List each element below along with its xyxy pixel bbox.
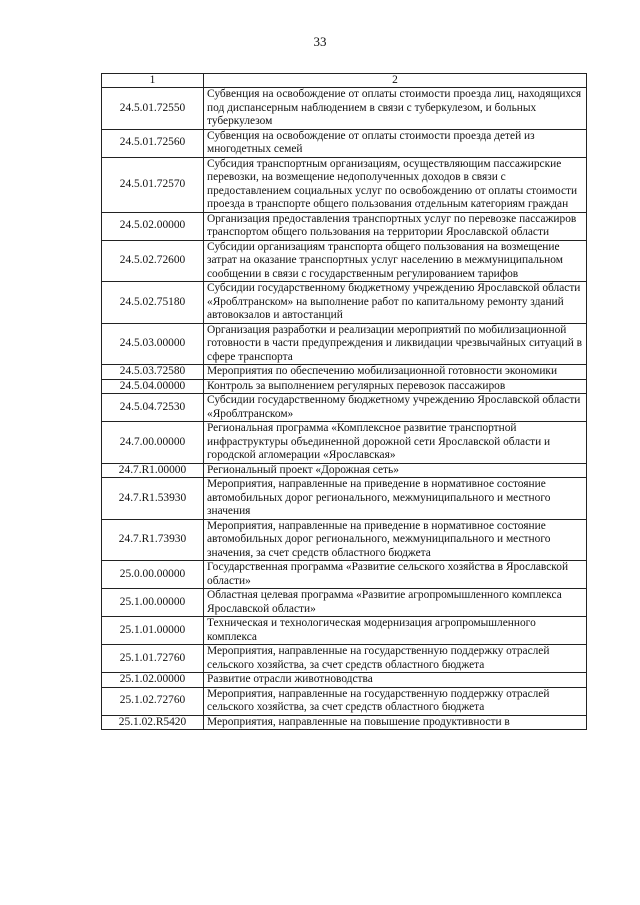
row-code: 24.7.00.00000 — [102, 422, 204, 464]
row-description: Мероприятия, направленные на повышение продуктивности в — [204, 715, 587, 730]
table-row — [102, 589, 587, 617]
row-code: 24.5.01.72550 — [102, 88, 204, 130]
row-description: Субвенция на освобождение от оплаты стоимости проезда детей из многодетных семей — [204, 129, 587, 157]
table-row — [102, 379, 587, 394]
page-number: 33 — [313, 34, 327, 49]
table-row — [102, 519, 587, 561]
row-code: 24.5.01.72560 — [102, 129, 204, 157]
table-row — [102, 422, 587, 464]
table-row — [102, 673, 587, 688]
row-code: 25.1.01.00000 — [102, 617, 204, 645]
table-row — [102, 617, 587, 645]
row-description: Организация предоставления транспортных услуг по перевозке пассажиров транспортом общего пользования на территории Ярославской области — [204, 212, 587, 240]
row-description: Субсидии государственному бюджетному учреждению Ярославской области «Яроблтранском» — [204, 394, 587, 422]
table-row — [102, 478, 587, 520]
row-code: 24.5.02.75180 — [102, 282, 204, 324]
table-row — [102, 715, 587, 730]
row-description: Контроль за выполнением регулярных перевозок пассажиров — [204, 379, 587, 394]
budget-classification-table — [101, 73, 587, 730]
column-header-description: 2 — [204, 74, 587, 88]
table-row — [102, 240, 587, 282]
table-row — [102, 645, 587, 673]
row-description: Мероприятия, направленные на государственную поддержку отраслей сельского хозяйства, за счет средств областного бюджета — [204, 687, 587, 715]
row-code: 24.5.02.72600 — [102, 240, 204, 282]
table-row — [102, 463, 587, 478]
table-header-row — [102, 74, 587, 88]
row-code: 24.5.01.72570 — [102, 157, 204, 212]
row-description: Мероприятия, направленные на государственную поддержку отраслей сельского хозяйства, за счет средств областного бюджета — [204, 645, 587, 673]
row-description: Мероприятия, направленные на приведение в нормативное состояние автомобильных дорог регионального, межмуниципального и местного значения — [204, 478, 587, 520]
row-code: 24.7.R1.53930 — [102, 478, 204, 520]
table-row — [102, 394, 587, 422]
table-row — [102, 88, 587, 130]
row-code: 24.7.R1.73930 — [102, 519, 204, 561]
table-body — [102, 74, 587, 730]
row-description: Субсидии государственному бюджетному учреждению Ярославской области «Яроблтранском» на выполнение работ по капитальному ремонту зданий автовокзалов и автостанций — [204, 282, 587, 324]
table-row — [102, 157, 587, 212]
row-description: Субсидии организациям транспорта общего пользования на возмещение затрат на оказание транспортных услуг населению в межмуниципальном сообщении в связи с государственным регулированием тарифов — [204, 240, 587, 282]
table-row — [102, 365, 587, 380]
row-code: 25.1.02.72760 — [102, 687, 204, 715]
row-code: 25.0.00.00000 — [102, 561, 204, 589]
row-code: 24.7.R1.00000 — [102, 463, 204, 478]
row-description: Субвенция на освобождение от оплаты стоимости проезда лиц, находящихся под диспансерным наблюдением в связи с туберкулезом, и больных туберкулезом — [204, 88, 587, 130]
row-code: 24.5.04.00000 — [102, 379, 204, 394]
row-code: 25.1.01.72760 — [102, 645, 204, 673]
table-row — [102, 561, 587, 589]
row-description: Региональная программа «Комплексное развитие транспортной инфраструктуры объединенной дорожной сети Ярославской области и городской агломерации «Ярославская» — [204, 422, 587, 464]
row-description: Региональный проект «Дорожная сеть» — [204, 463, 587, 478]
table-row — [102, 129, 587, 157]
row-code: 24.5.03.72580 — [102, 365, 204, 380]
row-code: 25.1.02.00000 — [102, 673, 204, 688]
row-code: 25.1.00.00000 — [102, 589, 204, 617]
row-description: Мероприятия, направленные на приведение в нормативное состояние автомобильных дорог регионального, межмуниципального и местного значения, за счет средств областного бюджета — [204, 519, 587, 561]
row-description: Областная целевая программа «Развитие агропромышленного комплекса Ярославской области» — [204, 589, 587, 617]
row-description: Организация разработки и реализации мероприятий по мобилизационной готовности в части предупреждения и ликвидации чрезвычайных ситуаций в сфере транспорта — [204, 323, 587, 365]
row-code: 25.1.02.R5420 — [102, 715, 204, 730]
row-code: 24.5.04.72530 — [102, 394, 204, 422]
row-description: Техническая и технологическая модернизация агропромышленного комплекса — [204, 617, 587, 645]
row-code: 24.5.02.00000 — [102, 212, 204, 240]
column-header-code: 1 — [102, 74, 204, 88]
table-row — [102, 212, 587, 240]
table-row — [102, 323, 587, 365]
row-description: Развитие отрасли животноводства — [204, 673, 587, 688]
table-row — [102, 282, 587, 324]
row-description: Мероприятия по обеспечению мобилизационной готовности экономики — [204, 365, 587, 380]
row-description: Государственная программа «Развитие сельского хозяйства в Ярославской области» — [204, 561, 587, 589]
table-row — [102, 687, 587, 715]
row-description: Субсидия транспортным организациям, осуществляющим пассажирские перевозки, на возмещение недополученных доходов в связи с предоставлением социальных услуг по освобождению от оплаты стоимости проезда в транспорте общего пользования отдельным категориям граждан — [204, 157, 587, 212]
row-code: 24.5.03.00000 — [102, 323, 204, 365]
